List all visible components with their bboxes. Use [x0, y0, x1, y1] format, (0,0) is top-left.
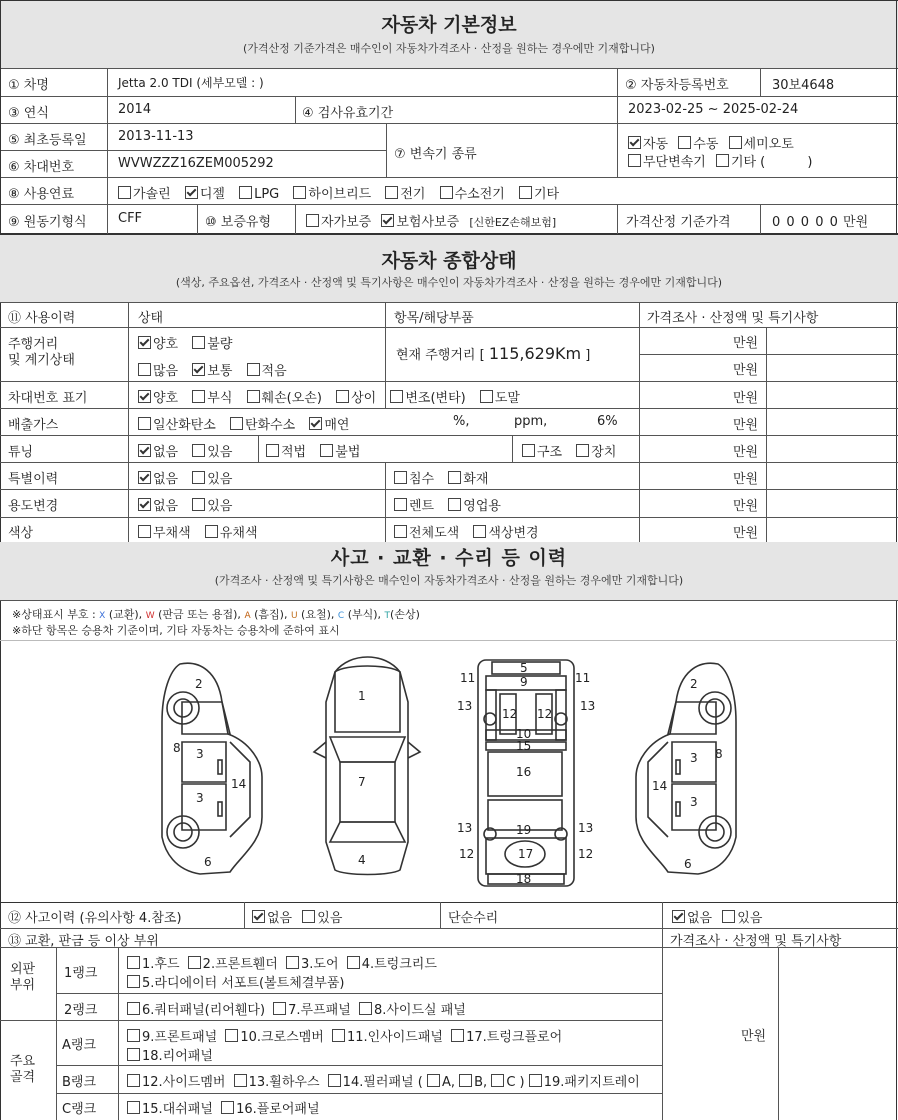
svg-text:3: 3 [196, 791, 204, 805]
price-header: 가격조사 · 산정액 및 특기사항 [647, 311, 819, 326]
part-dash-panel-checkbox[interactable] [127, 1101, 140, 1114]
usage-change-label: 용도변경 [8, 499, 59, 514]
svg-text:14: 14 [652, 779, 668, 793]
svg-text:2: 2 [195, 677, 203, 691]
fuel-label: ⑧ 사용연료 [8, 187, 75, 202]
color-full-paint-checkbox[interactable] [394, 525, 407, 538]
manwon-usage: 만원 [733, 499, 759, 514]
color-achromatic-checkbox[interactable] [138, 525, 151, 538]
warranty-label: ⑩ 보증유형 [205, 215, 272, 230]
emission-label: 배출가스 [8, 418, 59, 433]
state-header: 상태 [138, 311, 164, 326]
car-right-side-view [636, 663, 736, 874]
usage-rent-checkbox[interactable] [394, 498, 407, 511]
accident-history-title: 사고 · 교환 · 수리 등 이력 [330, 547, 568, 569]
special-history-types: 침수 화재 [394, 468, 498, 487]
accident-history-subtitle: (가격조사 · 산정액 및 특기사항은 매수인이 자동차가격조사 · 산정을 원하는 경우에만 기재합니다) [214, 574, 684, 587]
emission-options: 일산화탄소 탄화수소 매연 [138, 414, 359, 433]
special-none-checkbox[interactable] [138, 471, 151, 484]
tuning-device-checkbox[interactable] [576, 444, 589, 457]
mileage-current: 현재 주행거리 [ 115,629Km ] [396, 344, 591, 363]
part-floor-panel-checkbox[interactable] [221, 1101, 234, 1114]
mileage-few-checkbox[interactable] [247, 363, 260, 376]
vin-altered-checkbox[interactable] [390, 390, 403, 403]
part-door-checkbox[interactable] [286, 956, 299, 969]
rankA-label: A랭크 [62, 1038, 97, 1053]
tuning-illegal-checkbox[interactable] [320, 444, 333, 457]
svg-text:16: 16 [516, 765, 532, 779]
svg-text:3: 3 [690, 751, 698, 765]
year-value: 2014 [118, 102, 152, 117]
vin-mark-options: 양호 부식 훼손(오손) 상이 변조(변타) 도말 [138, 387, 530, 406]
svg-text:13: 13 [580, 699, 596, 713]
part-package-tray-checkbox[interactable] [529, 1074, 542, 1087]
rankB-label: B랭크 [62, 1075, 97, 1090]
special-fire-checkbox[interactable] [448, 471, 461, 484]
svg-text:14: 14 [231, 777, 247, 791]
emission-smoke-checkbox[interactable] [309, 417, 322, 430]
tuning-struct-checkbox[interactable] [522, 444, 535, 457]
car-name-label: ① 차명 [8, 78, 49, 93]
transmission-row1: 자동 수동 세미오토 [628, 133, 804, 152]
usage-business-checkbox[interactable] [448, 498, 461, 511]
part-front-panel-checkbox[interactable] [127, 1029, 140, 1042]
svg-text:9: 9 [520, 675, 528, 689]
vin-mark-label: 차대번호 표기 [8, 391, 88, 406]
first-reg-label: ⑤ 최초등록일 [8, 133, 87, 148]
emission-co-checkbox[interactable] [138, 417, 151, 430]
part-cross-member-checkbox[interactable] [225, 1029, 238, 1042]
simple-repair-none-checkbox[interactable] [672, 910, 685, 923]
simple-repair-label: 단순수리 [448, 911, 499, 926]
simple-repair-options: 없음 있음 [672, 907, 772, 926]
fuel-hydrogen-checkbox[interactable] [440, 186, 453, 199]
color-options: 무채색 유채색 [138, 522, 268, 541]
pillar-c-checkbox[interactable] [491, 1074, 504, 1087]
diagram-part-numbers [173, 661, 723, 886]
rank1-items-row2: 5.라디에이터 서포트(볼트체결부품) [127, 972, 355, 991]
vin-mismatch-checkbox[interactable] [336, 390, 349, 403]
svg-text:5: 5 [520, 661, 528, 675]
manwon-abnormal: 만원 [741, 1029, 767, 1044]
part-radiator-support-checkbox[interactable] [127, 975, 140, 988]
svg-text:2: 2 [690, 677, 698, 691]
part-side-member-checkbox[interactable] [127, 1074, 140, 1087]
status-legend: ※상태표시 부호 : X (교환), W (판금 또는 용접), A (흠집), U (요철), C (부식), T(손상) [12, 608, 420, 621]
inspection-label: ④ 검사유효기간 [302, 106, 394, 121]
mileage-normal-checkbox[interactable] [192, 363, 205, 376]
mileage-label: 주행거리 및 계기상태 [8, 337, 75, 368]
special-history-label: 특별이력 [8, 472, 59, 487]
tuning-none-checkbox[interactable] [138, 444, 151, 457]
accident-history-label: ⑫ 사고이력 (유의사항 4.참조) [8, 911, 182, 926]
svg-text:11: 11 [575, 671, 591, 685]
usage-yes-checkbox[interactable] [192, 498, 205, 511]
svg-text:12: 12 [502, 707, 518, 721]
passenger-car-note: ※하단 항목은 승용차 기준이며, 기타 자동차는 승용차에 준하여 표시 [12, 624, 340, 637]
tuning-label: 튜닝 [8, 445, 34, 460]
rankC-items: 15.대쉬패널 16.플로어패널 [127, 1098, 330, 1117]
overall-status-subtitle: (색상, 주요옵션, 가격조사 · 산정액 및 특기사항은 매수인이 자동차가격조사 · 산정을 원하는 경우에만 기재합니다) [175, 276, 723, 289]
vin-damage-checkbox[interactable] [247, 390, 260, 403]
engine-value: CFF [118, 211, 143, 226]
rankC-label: C랭크 [62, 1102, 97, 1117]
usage-change-types: 렌트 영업용 [394, 495, 511, 514]
warranty-self-checkbox[interactable] [306, 214, 319, 227]
svg-text:11: 11 [460, 671, 476, 685]
abnormal-price-header: 가격조사 · 산정액 및 특기사항 [670, 934, 842, 949]
vin-corrosion-checkbox[interactable] [192, 390, 205, 403]
svg-text:13: 13 [578, 821, 594, 835]
svg-text:8: 8 [715, 747, 723, 761]
emission-value: 6% [597, 414, 618, 429]
svg-text:8: 8 [173, 741, 181, 755]
part-quarter-panel-checkbox[interactable] [127, 1002, 140, 1015]
outer-panel-label: 외판 부위 [10, 962, 36, 993]
rankA-items-row2: 18.리어패널 [127, 1045, 223, 1064]
rankB-items: 12.사이드멤버 13.휠하우스 14.필러패널 ( A, B, C ) 19.패키지트레이 [127, 1071, 650, 1090]
mileage-value: 115,629Km [488, 344, 582, 363]
warranty-options: 자가보증 보험사보증 [신한EZ손해보험] [306, 211, 556, 230]
svg-text:12: 12 [537, 707, 553, 721]
vin-value: WVWZZZ16ZEM005292 [118, 156, 274, 171]
mileage-good-checkbox[interactable] [138, 336, 151, 349]
pillar-a-checkbox[interactable] [427, 1074, 440, 1087]
mileage-many-checkbox[interactable] [138, 363, 151, 376]
manwon-emission: 만원 [733, 418, 759, 433]
mileage-bad-checkbox[interactable] [192, 336, 205, 349]
emission-pct: %, [453, 414, 470, 429]
basic-info-subtitle: (가격산정 기준가격은 매수인이 자동차가격조사 · 산정을 원하는 경우에만 기재합니다) [243, 42, 655, 55]
tuning-type: 구조 장치 [522, 441, 626, 460]
svg-text:17: 17 [518, 847, 534, 861]
item-header: 항목/해당부품 [394, 311, 474, 326]
warranty-insurer: [신한EZ손해보험] [469, 216, 557, 229]
manwon-color: 만원 [733, 526, 759, 541]
part-trunk-floor-checkbox[interactable] [451, 1029, 464, 1042]
pillar-b-checkbox[interactable] [459, 1074, 472, 1087]
accident-yes-checkbox[interactable] [302, 910, 315, 923]
fuel-hybrid-checkbox[interactable] [293, 186, 306, 199]
tuning-options: 없음 있음 [138, 441, 242, 460]
color-label: 색상 [8, 526, 34, 541]
overall-status-title: 자동차 종합상태 [381, 250, 517, 272]
transmission-label: ⑦ 변속기 종류 [394, 147, 477, 162]
tuning-legality: 적법 불법 [266, 441, 370, 460]
rank1-label: 1랭크 [64, 966, 98, 981]
svg-text:4: 4 [358, 853, 366, 867]
special-history-options: 없음 있음 [138, 468, 242, 487]
car-name-value: Jetta 2.0 TDI (세부모델 : ) [118, 76, 264, 90]
car-top-view [314, 657, 420, 875]
special-flood-checkbox[interactable] [394, 471, 407, 484]
year-label: ③ 연식 [8, 106, 49, 121]
part-roof-panel-checkbox[interactable] [273, 1002, 286, 1015]
tuning-yes-checkbox[interactable] [192, 444, 205, 457]
manwon-special: 만원 [733, 472, 759, 487]
accident-none-checkbox[interactable] [252, 910, 265, 923]
svg-text:3: 3 [690, 795, 698, 809]
svg-text:13: 13 [457, 699, 473, 713]
price-label: 가격산정 기준가격 [626, 215, 731, 230]
manwon-tuning: 만원 [733, 445, 759, 460]
vin-good-checkbox[interactable] [138, 390, 151, 403]
svg-text:18: 18 [516, 872, 532, 886]
mileage-state-row2: 많음 보통 적음 [138, 360, 297, 379]
svg-text:3: 3 [196, 747, 204, 761]
transmission-row2: 무단변속기 기타 ( ) [628, 151, 812, 170]
svg-text:13: 13 [457, 821, 473, 835]
mileage-state-row1: 양호 불량 [138, 333, 242, 352]
car-damage-diagram [0, 642, 898, 900]
fuel-other-checkbox[interactable] [519, 186, 532, 199]
trans-semi-checkbox[interactable] [729, 136, 742, 149]
fuel-gasoline-checkbox[interactable] [118, 186, 131, 199]
svg-text:10: 10 [516, 727, 532, 741]
svg-text:1: 1 [358, 689, 366, 703]
svg-text:6: 6 [204, 855, 212, 869]
fuel-electric-checkbox[interactable] [385, 186, 398, 199]
engine-label: ⑨ 원동기형식 [8, 215, 87, 230]
warranty-insurance-checkbox[interactable] [381, 214, 394, 227]
emission-hc-checkbox[interactable] [230, 417, 243, 430]
manwon-vin: 만원 [733, 391, 759, 406]
accident-history-options: 없음 있음 [252, 907, 352, 926]
usage-change-options: 없음 있음 [138, 495, 242, 514]
price-value: 0 0 0 0 0 만원 [772, 215, 869, 230]
manwon-mileage2: 만원 [733, 363, 759, 378]
rank1-items-row1: 1.후드 2.프론트휀더 3.도어 4.트렁크리드 [127, 953, 447, 972]
trans-manual-checkbox[interactable] [678, 136, 691, 149]
part-hood-checkbox[interactable] [127, 956, 140, 969]
vin-smeared-checkbox[interactable] [480, 390, 493, 403]
basic-info-title: 자동차 기본정보 [381, 14, 517, 36]
rank2-label: 2랭크 [64, 1003, 98, 1018]
rank2-items: 6.쿼터패널(리어휀다) 7.루프패널 8.사이드실 패널 [127, 999, 476, 1018]
fuel-lpg-checkbox[interactable] [239, 186, 252, 199]
fuel-options: 가솔린 디젤 LPG 하이브리드 전기 수소전기 기타 [118, 183, 569, 202]
part-side-sill-checkbox[interactable] [359, 1002, 372, 1015]
reg-no-value: 30보4648 [772, 78, 835, 93]
reg-no-label: ② 자동차등록번호 [625, 78, 729, 93]
svg-text:19: 19 [516, 823, 532, 837]
part-pillar-panel-checkbox[interactable] [328, 1074, 341, 1087]
svg-text:6: 6 [684, 857, 692, 871]
first-reg-value: 2013-11-13 [118, 129, 194, 144]
tuning-legal-checkbox[interactable] [266, 444, 279, 457]
part-trunk-lid-checkbox[interactable] [347, 956, 360, 969]
rankA-items-row1: 9.프론트패널 10.크로스멤버 11.인사이드패널 17.트렁크플로어 [127, 1026, 572, 1045]
svg-text:12: 12 [459, 847, 475, 861]
part-rear-panel-checkbox[interactable] [127, 1048, 140, 1061]
fuel-diesel-checkbox[interactable] [185, 186, 198, 199]
part-inside-panel-checkbox[interactable] [332, 1029, 345, 1042]
main-frame-label: 주요 골격 [10, 1054, 36, 1085]
simple-repair-yes-checkbox[interactable] [722, 910, 735, 923]
trans-cvt-checkbox[interactable] [628, 154, 641, 167]
trans-other-checkbox[interactable] [716, 154, 729, 167]
color-chromatic-checkbox[interactable] [205, 525, 218, 538]
part-wheel-house-checkbox[interactable] [234, 1074, 247, 1087]
car-left-side-view [162, 663, 262, 874]
color-change-checkbox[interactable] [473, 525, 486, 538]
inspection-value: 2023-02-25 ~ 2025-02-24 [628, 102, 799, 117]
svg-text:7: 7 [358, 775, 366, 789]
special-yes-checkbox[interactable] [192, 471, 205, 484]
part-front-fender-checkbox[interactable] [188, 956, 201, 969]
history-header: ⑪ 사용이력 [8, 311, 76, 326]
vin-label: ⑥ 차대번호 [8, 160, 75, 175]
color-change-options: 전체도색 색상변경 [394, 522, 549, 541]
trans-auto-checkbox[interactable] [628, 136, 641, 149]
svg-text:12: 12 [578, 847, 594, 861]
emission-ppm: ppm, [514, 414, 548, 429]
abnormal-parts-label: ⑬ 교환, 판금 등 이상 부위 [8, 934, 159, 949]
manwon-mileage1: 만원 [733, 336, 759, 351]
usage-none-checkbox[interactable] [138, 498, 151, 511]
svg-text:15: 15 [516, 739, 532, 753]
